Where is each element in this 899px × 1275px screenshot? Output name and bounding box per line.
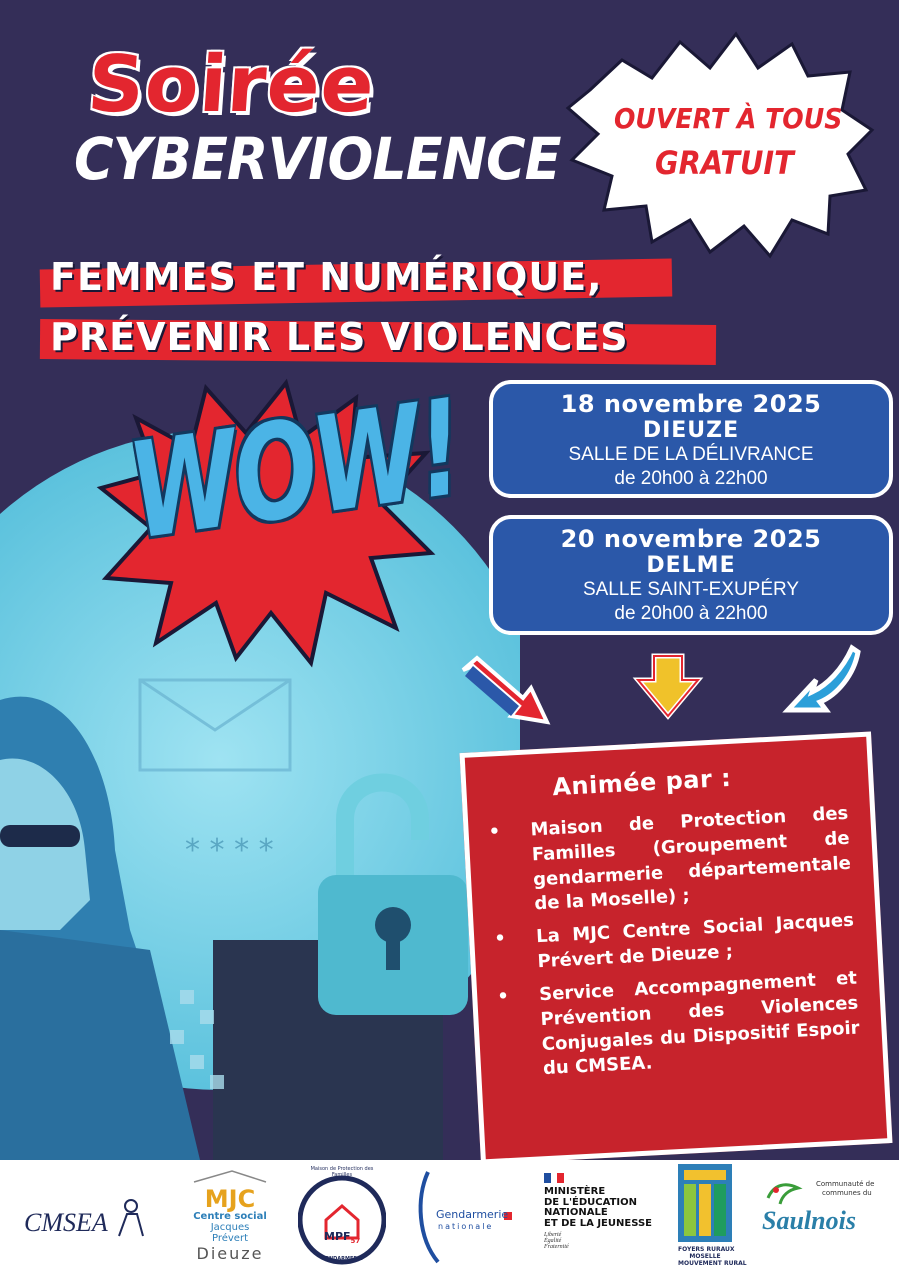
- mjc-big: MJC: [204, 1185, 256, 1213]
- motto-line: Égalité: [544, 1238, 562, 1244]
- event-dieuze: [489, 380, 893, 498]
- mjc-logo: [192, 1168, 268, 1263]
- event-date: 18 novembre 2025: [560, 390, 822, 418]
- foyers-line2: MOSELLE: [689, 1253, 721, 1260]
- event-city: DIEUZE: [642, 418, 740, 443]
- event-date: 20 novembre 2025: [560, 525, 822, 553]
- event-time: de 20h00 à 22h00: [614, 602, 768, 624]
- event-time: de 20h00 à 22h00: [614, 467, 768, 489]
- list-item: • Service Accompagnement et Prévention des Violences Conjugales du Dispositif Espoir du CMSEA.: [523, 967, 862, 1084]
- subtitle-text-1: FEMMES ET NUMÉRIQUE,: [50, 255, 603, 299]
- speech-burst: [560, 20, 880, 260]
- person-icon: [113, 1198, 147, 1238]
- mpf-bottom-text: GENDARMERIE: [321, 1256, 363, 1262]
- mpf-center-text: MPF: [324, 1230, 351, 1243]
- marianne-icon: [544, 1173, 564, 1183]
- mpf57-logo: [298, 1168, 386, 1268]
- arrow-down-icon: [632, 652, 704, 722]
- saulnois-small1: Communauté de: [816, 1180, 875, 1188]
- list-item: • La MJC Centre Social Jacques Prévert de Dieuze ;: [520, 909, 856, 976]
- event-city: DELME: [646, 553, 736, 578]
- arrow-down-left-icon: [782, 640, 862, 720]
- ministere-line: MINISTÈRE: [544, 1186, 606, 1197]
- foyers-line3: MOUVEMENT RURAL: [678, 1260, 747, 1267]
- subtitle-line-2: [50, 315, 629, 359]
- saulnois-small2: communes du: [822, 1189, 872, 1197]
- mpf-num: 57: [350, 1237, 361, 1246]
- cmsea-logo: [24, 1198, 147, 1238]
- organisers-heading: Animée par :: [551, 763, 732, 802]
- motto-line: Liberté: [544, 1232, 562, 1238]
- mpf-center: [324, 1230, 360, 1245]
- ministere-line: NATIONALE: [544, 1207, 608, 1218]
- burst-text-1: OUVERT À TOUS: [614, 102, 843, 135]
- partner-logos: [0, 1160, 899, 1275]
- foyers-line1: FOYERS RURAUX: [678, 1246, 735, 1253]
- mjc-line1: Centre social: [193, 1211, 267, 1222]
- title-soiree: Soirée: [84, 40, 378, 130]
- mjc-line3: Dieuze: [196, 1244, 264, 1263]
- roof-icon: [192, 1169, 268, 1183]
- organisers-list: [514, 802, 861, 1083]
- organisers-box: [460, 732, 893, 1165]
- burst-text-2: GRATUIT: [655, 144, 794, 182]
- ministere-logo: [544, 1168, 664, 1250]
- mjc-line2: Jacques Prévert: [210, 1222, 250, 1244]
- motto-line: Fraternité: [544, 1244, 569, 1250]
- arrow-down-right-icon: [455, 650, 555, 730]
- event-delme: [489, 515, 893, 635]
- event-venue: SALLE SAINT-EXUPÉRY: [582, 579, 800, 600]
- title-cyberviolence: CYBERVIOLENCE: [74, 125, 561, 193]
- gendarmerie-logo: [414, 1168, 526, 1266]
- list-item: • Maison de Protection des Familles (Groupement de gendarmerie départementale de la Moselle) ;: [514, 802, 853, 919]
- subtitle-text-2: PRÉVENIR LES VIOLENCES: [50, 315, 629, 359]
- saulnois-name: Saulnois: [762, 1206, 856, 1235]
- gendarmerie-line1: Gendarmerie: [436, 1208, 509, 1221]
- event-venue: SALLE DE LA DÉLIVRANCE: [568, 444, 814, 465]
- wow-text: WOW!: [120, 371, 470, 570]
- ministere-line: DE L'ÉDUCATION: [544, 1196, 638, 1208]
- mpf-ring-text: Maison de Protection des Familles: [310, 1166, 374, 1178]
- gendarmerie-line2: nationale: [438, 1222, 494, 1231]
- bird-icon: [764, 1180, 804, 1206]
- svg-text:* * * *: * * * *: [185, 833, 274, 868]
- cmsea-text: CMSEA: [24, 1208, 108, 1237]
- ministere-line: ET DE LA JEUNESSE: [544, 1217, 652, 1229]
- foyers-ruraux-logo: [678, 1164, 747, 1267]
- subtitle-line-1: [50, 255, 603, 299]
